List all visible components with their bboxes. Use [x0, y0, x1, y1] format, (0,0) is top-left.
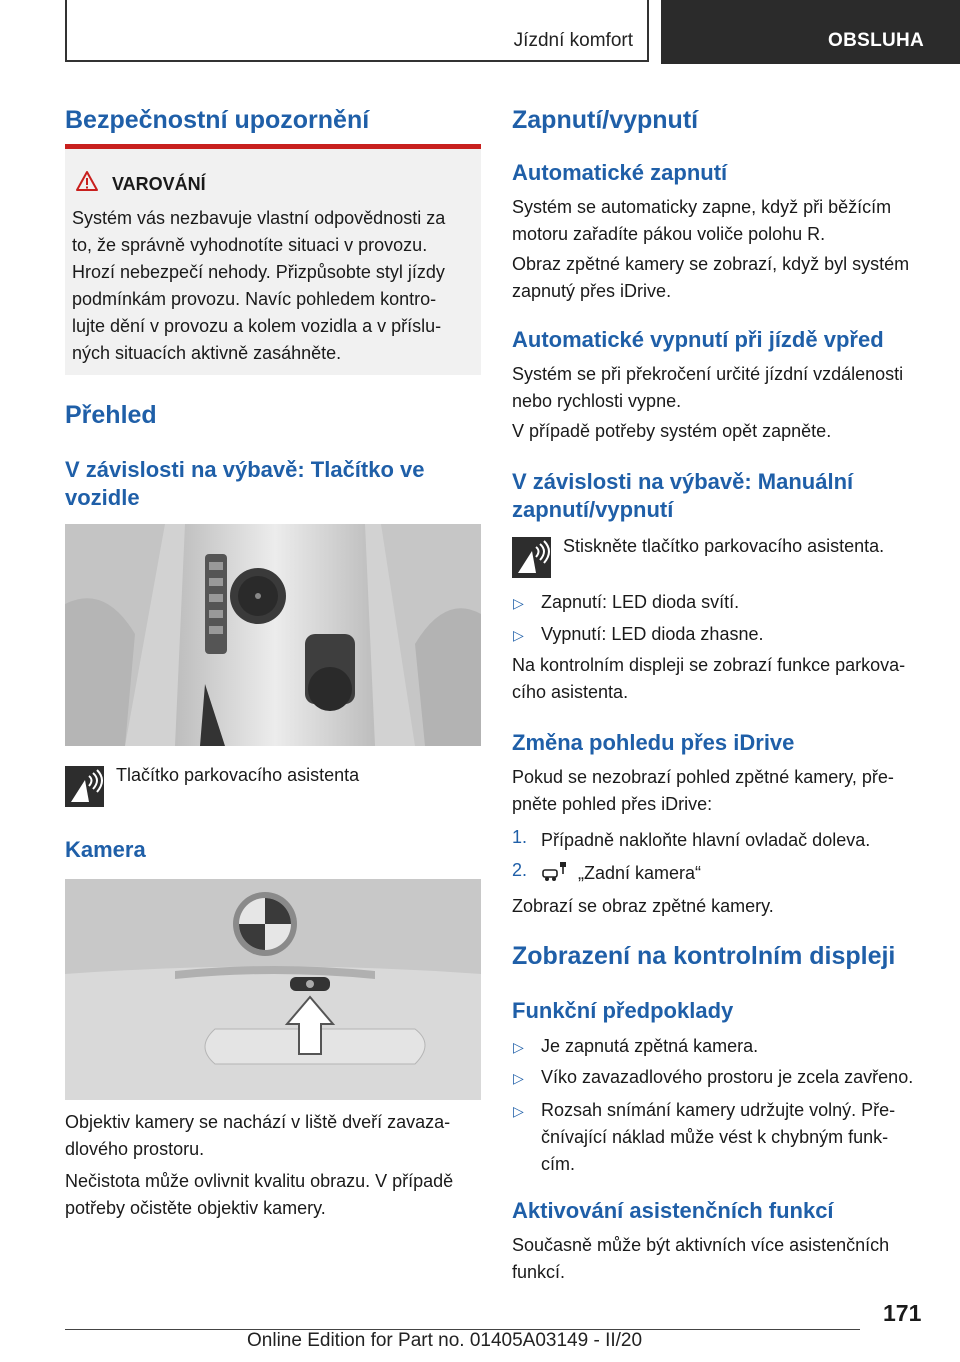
prereq-3-line3: cím. — [541, 1154, 575, 1174]
auto-on-p2-line2: zapnutý přes iDrive. — [512, 281, 672, 301]
camera-photo — [65, 879, 481, 1100]
camera-paragraph-2-line2: potřeby očistěte objektiv kamery. — [65, 1198, 326, 1218]
overview-heading: Přehled — [65, 401, 157, 429]
warning-line: lujte dění v provozu a kolem vozidla a v příslu- — [72, 316, 442, 336]
warning-box — [65, 144, 481, 375]
idrive-p-line1: Pokud se nezobrazí pohled zpětné kamery, pře- — [512, 767, 894, 787]
auto-off-p1-line1: Systém se při překročení určité jízdní vzdálenosti — [512, 364, 904, 384]
page-number: 171 — [883, 1300, 922, 1326]
page-header — [0, 0, 960, 66]
safety-heading: Bezpečnostní upozornění — [65, 106, 370, 134]
prereq-2: Víko zavazadlového prostoru je zcela zavřeno. — [541, 1067, 914, 1087]
step-number: 2. — [512, 860, 528, 880]
idrive-p-line2: pněte pohled přes iDrive: — [512, 794, 713, 814]
manual-p-line2: cího asistenta. — [512, 682, 629, 702]
auto-on-p1-line1: Systém se automaticky zapne, když při běžícím — [512, 197, 892, 217]
manual-heading-line1: V závislosti na výbavě: Manuální — [512, 469, 854, 494]
console-photo — [65, 524, 481, 746]
button-heading-line1: V závislosti na výbavě: Tlačítko ve — [65, 457, 425, 482]
camera-heading: Kamera — [65, 837, 146, 862]
warning-line: Systém vás nezbavuje vlastní odpovědnosti za — [72, 208, 446, 228]
auto-on-heading: Automatické zapnutí — [512, 160, 728, 185]
idrive-step-2: „Zadní kamera“ — [578, 863, 702, 883]
parking-assist-button-icon — [65, 766, 104, 807]
bullet-icon: ▷ — [513, 1039, 524, 1055]
prereq-1: Je zapnutá zpětná kamera. — [541, 1036, 759, 1056]
section-tab — [661, 0, 960, 64]
parking-assist-button-icon-2 — [512, 537, 551, 578]
section-title: OBSLUHA — [828, 30, 925, 51]
chapter-title: Jízdní komfort — [513, 30, 633, 51]
warning-text — [72, 205, 470, 367]
auto-off-p2: V případě potřeby systém opět zapněte. — [512, 421, 832, 441]
camera-paragraph-2-line1: Nečistota může ovlivnit kvalitu obrazu. V případě — [65, 1171, 454, 1191]
warning-line: ných situacích aktivně zasáhněte. — [72, 343, 342, 363]
auto-off-heading: Automatické vypnutí při jízdě vpřed — [512, 327, 884, 352]
prereq-heading: Funkční předpoklady — [512, 998, 734, 1023]
bullet-icon: ▷ — [513, 1070, 524, 1086]
auto-off-p1-line2: nebo rychlosti vypne. — [512, 391, 682, 411]
manual-press: Stiskněte tlačítko parkovacího asistenta. — [563, 536, 885, 556]
warning-line: podmínkám provozu. Navíc pohledem kontro- — [72, 289, 437, 309]
assist-heading: Aktivování asistenčních funkcí — [512, 1198, 834, 1223]
warning-line: to, že správně vyhodnotíte situaci v provozu. — [72, 235, 428, 255]
display-heading: Zobrazení na kontrolním displeji — [512, 942, 896, 970]
manual-p-line1: Na kontrolním displeji se zobrazí funkce parkova- — [512, 655, 906, 675]
idrive-after: Zobrazí se obraz zpětné kamery. — [512, 896, 774, 916]
warning-title: VAROVÁNÍ — [112, 174, 206, 194]
auto-on-p1-line2: motoru zařadíte pákou voliče polohu R. — [512, 224, 826, 244]
idrive-step-1: Případně nakloňte hlavní ovladač doleva. — [541, 830, 871, 850]
warning-line: Hrozí nebezpečí nehody. Přizpůsobte styl jízdy — [72, 262, 445, 282]
assist-p-line1: Současně může být aktivních více asistenčních — [512, 1235, 890, 1255]
auto-on-p2-line1: Obraz zpětné kamery se zobrazí, když byl systém — [512, 254, 910, 274]
rear-camera-icon — [541, 860, 569, 884]
button-heading-line2: vozidle — [65, 485, 140, 510]
step-number: 1. — [512, 827, 528, 847]
bullet-icon: ▷ — [513, 595, 524, 611]
camera-paragraph-1-line2: dlového prostoru. — [65, 1139, 205, 1159]
assist-p-line2: funkcí. — [512, 1262, 566, 1282]
camera-paragraph-1-line1: Objektiv kamery se nachází v liště dveří zavaza- — [65, 1112, 451, 1132]
prereq-3-line2: čnívající náklad může vést k chybným funk- — [541, 1127, 889, 1147]
prereq-3-line1: Rozsah snímání kamery udržujte volný. Pře- — [541, 1100, 896, 1120]
warning-triangle-icon — [75, 170, 99, 192]
idrive-heading: Změna pohledu přes iDrive — [512, 730, 795, 755]
bullet-icon: ▷ — [513, 627, 524, 643]
onoff-heading: Zapnutí/vypnutí — [512, 106, 699, 134]
manual-bullet-1: Zapnutí: LED dioda svítí. — [541, 592, 740, 612]
manual-bullet-2: Vypnutí: LED dioda zhasne. — [541, 624, 764, 644]
chapter-tab — [65, 0, 649, 62]
button-caption: Tlačítko parkovacího asistenta — [116, 765, 360, 785]
footer-edition: Online Edition for Part no. 01405A03149 - II/20 — [247, 1330, 643, 1351]
manual-heading-line2: zapnutí/vypnutí — [512, 497, 674, 522]
bullet-icon: ▷ — [513, 1103, 524, 1119]
